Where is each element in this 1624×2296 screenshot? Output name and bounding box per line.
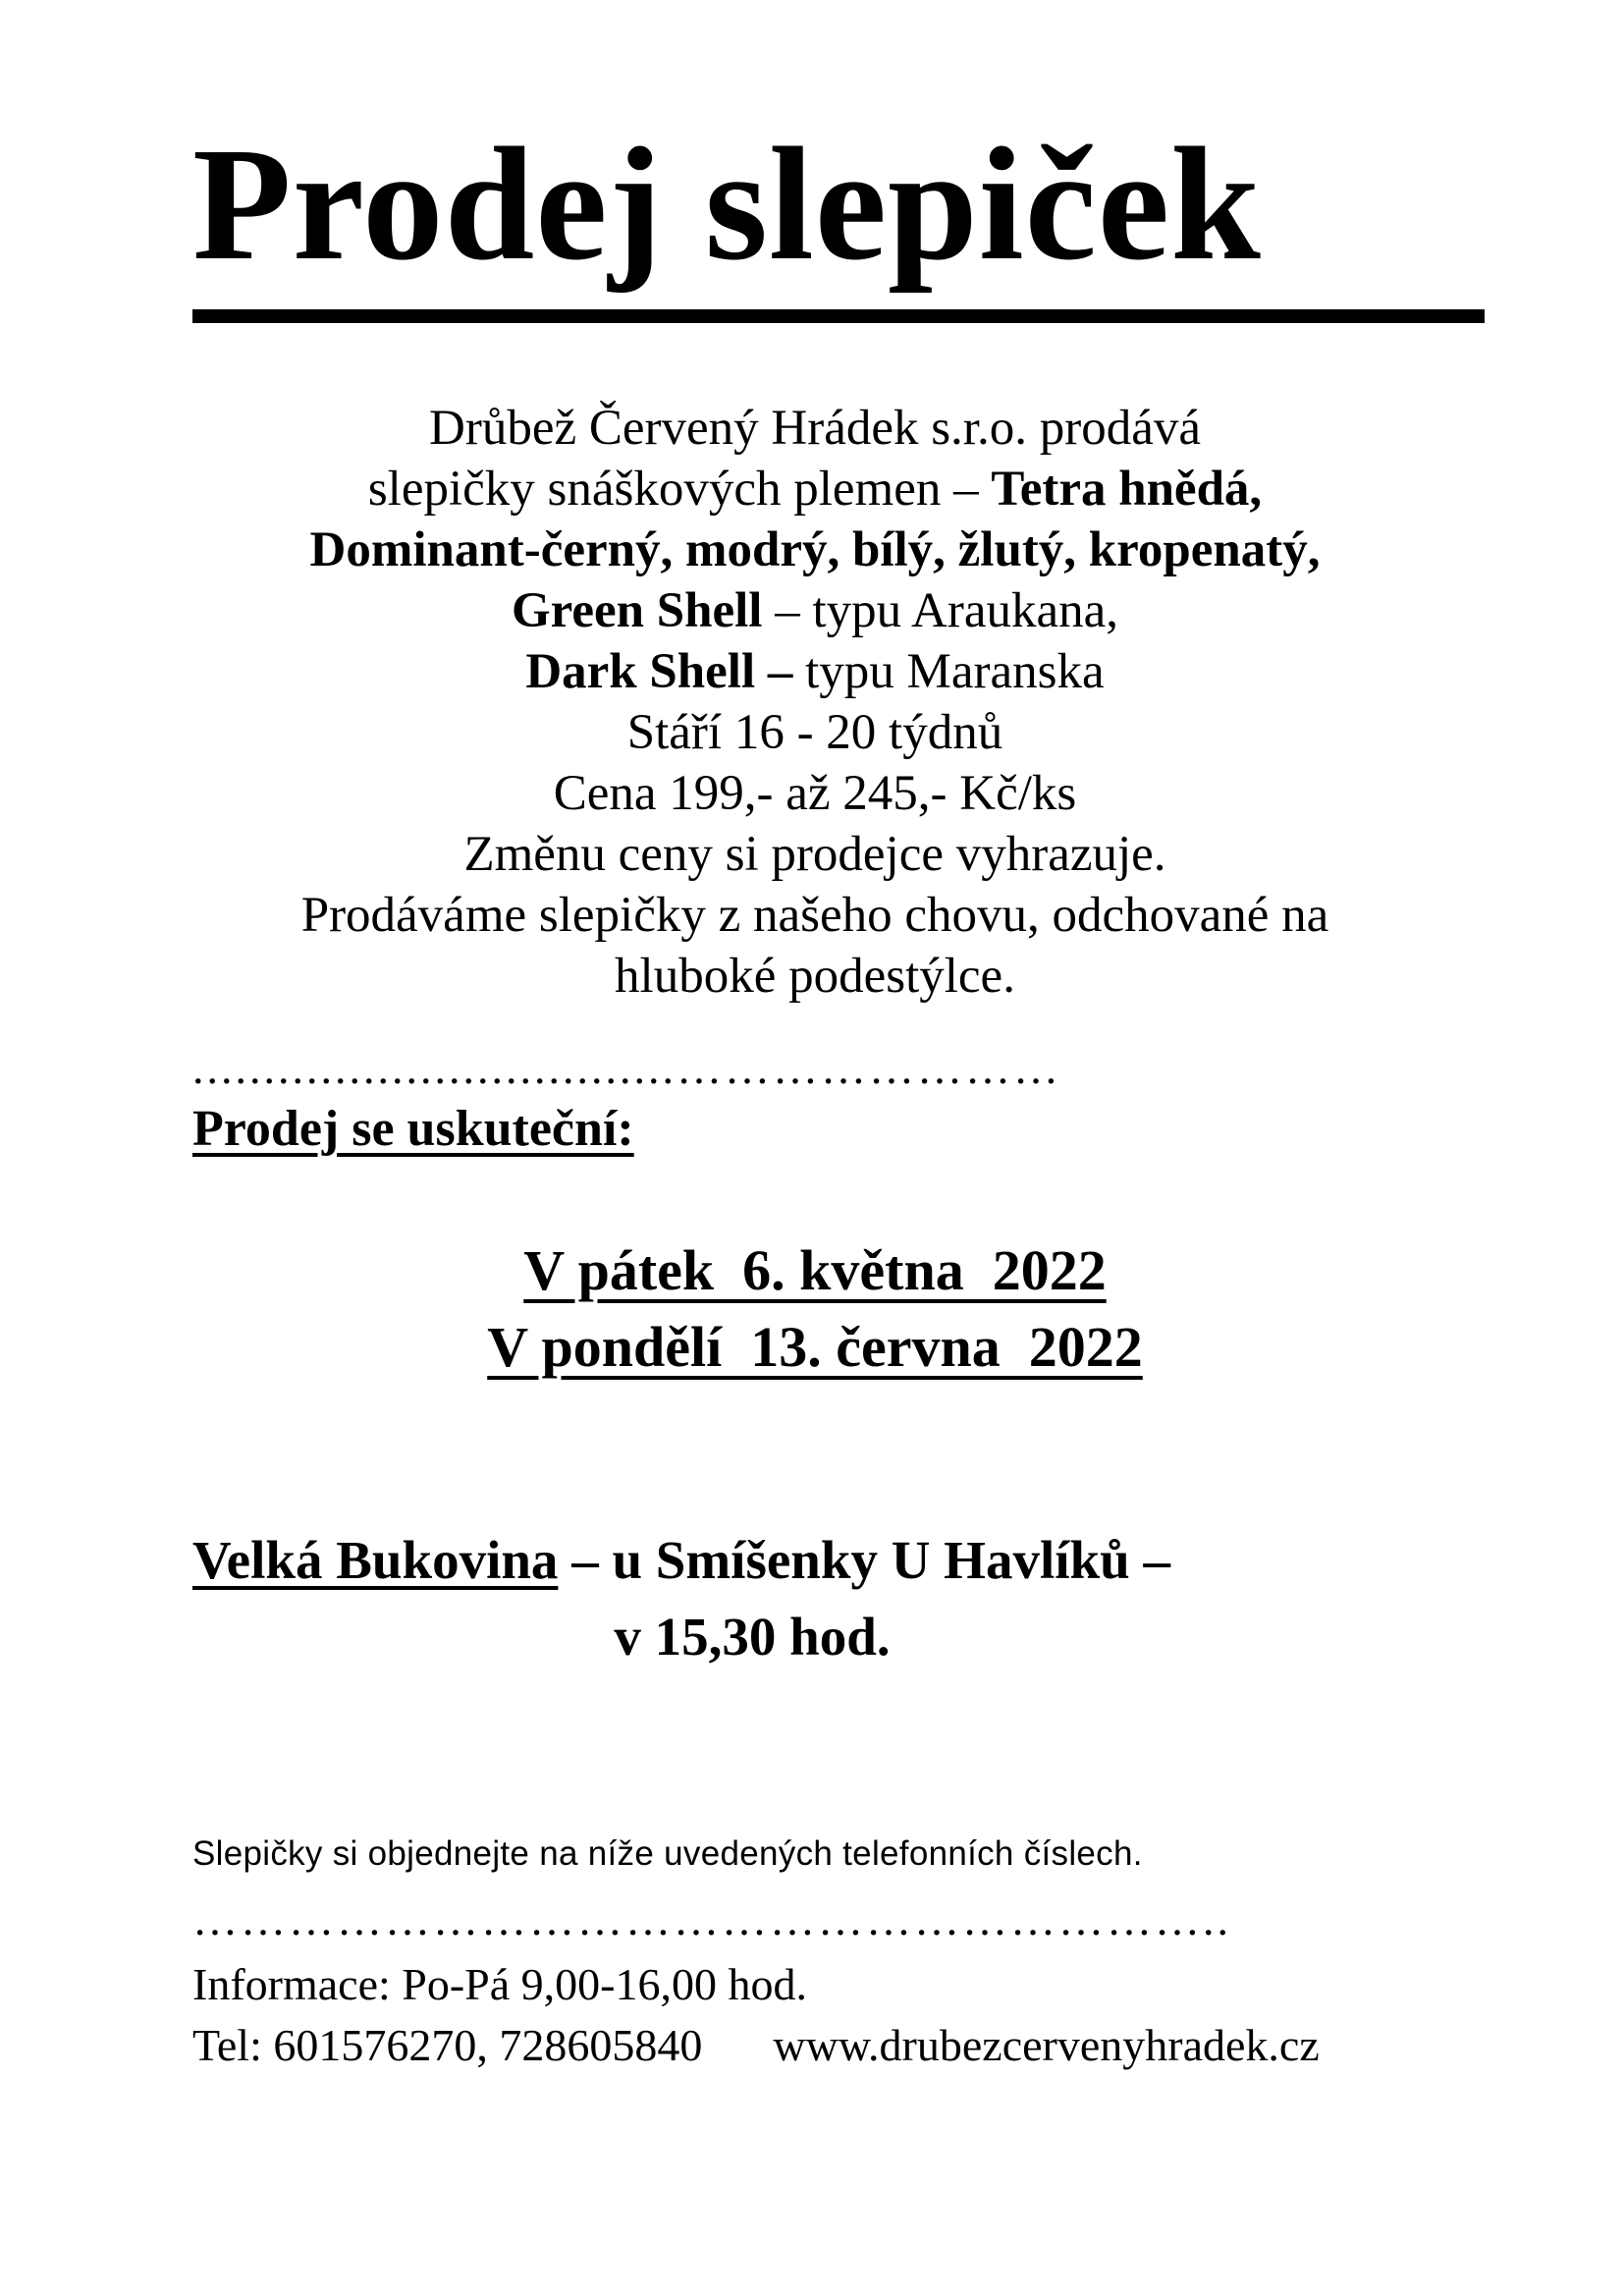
page-title: Prodej slepiček (192, 114, 1262, 294)
intro-line-3-bold: Dominant-černý, modrý, bílý, žlutý, kropenatý, (309, 522, 1321, 577)
separator-dots-top: ..................................…………………… (192, 1046, 1061, 1091)
sale-date-1: V pátek 6. května 2022 (523, 1238, 1107, 1302)
intro-line-2-bold: Tetra hnědá, (991, 462, 1263, 517)
location-place: Velká Bukovina (192, 1530, 559, 1590)
intro-line-7: Cena 199,- až 245,- Kč/ks (553, 766, 1077, 821)
intro-text (147, 398, 1483, 1007)
intro-line-4-normal: – typu Araukana, (762, 583, 1119, 638)
intro-line-6: Stáří 16 - 20 týdnů (626, 705, 1003, 760)
intro-line-10: hluboké podestýlce. (615, 949, 1015, 1004)
intro-line-9: Prodáváme slepičky z našeho chovu, odchované na (300, 888, 1329, 943)
location-rest: – u Smíšenky U Havlíků – (558, 1530, 1170, 1590)
sale-heading: Prodej se uskuteční: (192, 1101, 634, 1157)
intro-line-5-normal: typu Maranska (792, 644, 1105, 699)
intro-line-1: Drůbež Červený Hrádek s.r.o. prodává (429, 401, 1201, 456)
location-time: v 15,30 hod. (614, 1607, 891, 1667)
title-underline-rule (192, 309, 1485, 323)
separator-dots-bottom: ……………………………………………………….. (192, 1897, 1231, 1942)
sale-dates (147, 1232, 1483, 1386)
intro-line-2 (147, 459, 1483, 519)
intro-line-8: Změnu ceny si prodejce vyhrazuje. (463, 827, 1166, 882)
title-block (192, 114, 1489, 294)
contact-row (192, 2015, 1320, 2076)
intro-line-3 (147, 519, 1483, 580)
contact-phones: Tel: 601576270, 728605840 (192, 2020, 703, 2070)
intro-line-4 (147, 580, 1483, 641)
contact-website: www.drubezcervenyhradek.cz (773, 2020, 1320, 2070)
intro-line-4-bold: Green Shell (511, 583, 763, 638)
location-line-1 (192, 1522, 1351, 1599)
intro-line-2-normal: slepičky snáškových plemen – (367, 462, 992, 517)
order-note: Slepičky si objednejte na níže uvedených telefonních číslech. (192, 1834, 1143, 1873)
intro-line-5 (147, 641, 1483, 702)
sale-date-2: V pondělí 13. června 2022 (487, 1315, 1143, 1379)
contact-hours: Informace: Po-Pá 9,00-16,00 hod. (192, 1959, 807, 2009)
intro-line-5-bold: Dark Shell – (525, 644, 793, 699)
contact-info (192, 1954, 1320, 2076)
sale-location (192, 1522, 1351, 1675)
